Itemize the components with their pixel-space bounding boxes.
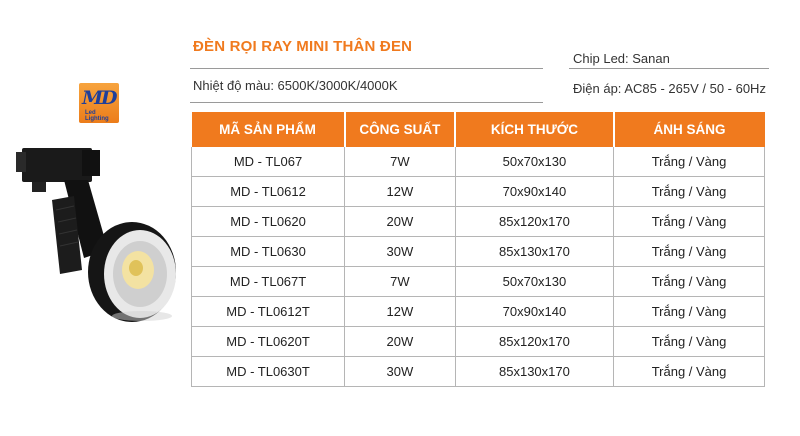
cell-dimensions: 85x120x170 [455, 327, 613, 357]
spec-table [191, 112, 765, 387]
cell-power: 30W [345, 237, 456, 267]
cell-dimensions: 70x90x140 [455, 177, 613, 207]
cell-power: 12W [345, 177, 456, 207]
column-header-dimensions: KÍCH THƯỚC [455, 112, 613, 147]
table-row [192, 147, 765, 177]
column-header-power: CÔNG SUẤT [345, 112, 456, 147]
cell-dimensions: 85x120x170 [455, 207, 613, 237]
cell-light-color: Trắng / Vàng [614, 237, 765, 267]
cell-product-code: MD - TL0612T [192, 297, 345, 327]
track-light-image [12, 140, 182, 340]
cell-power: 7W [345, 267, 456, 297]
column-header-light-color: ÁNH SÁNG [614, 112, 765, 147]
table-row [192, 207, 765, 237]
table-row [192, 267, 765, 297]
cell-product-code: MD - TL067T [192, 267, 345, 297]
cell-light-color: Trắng / Vàng [614, 207, 765, 237]
cell-product-code: MD - TL0620 [192, 207, 345, 237]
cell-power: 7W [345, 147, 456, 177]
logo-mark: MD [82, 87, 116, 109]
table-header-row [192, 112, 765, 147]
table-row [192, 177, 765, 207]
column-header-product-code: MÃ SẢN PHẨM [192, 112, 345, 147]
cell-light-color: Trắng / Vàng [614, 267, 765, 297]
table-row [192, 357, 765, 387]
cell-light-color: Trắng / Vàng [614, 297, 765, 327]
cell-product-code: MD - TL0630T [192, 357, 345, 387]
product-title: ĐÈN RỌI RAY MINI THÂN ĐEN [193, 38, 413, 55]
cell-dimensions: 85x130x170 [455, 237, 613, 267]
spec-underline [190, 102, 543, 103]
cell-dimensions: 50x70x130 [455, 147, 613, 177]
cell-product-code: MD - TL0620T [192, 327, 345, 357]
cell-light-color: Trắng / Vàng [614, 357, 765, 387]
table-row [192, 237, 765, 267]
cell-power: 20W [345, 207, 456, 237]
table-row [192, 297, 765, 327]
cell-light-color: Trắng / Vàng [614, 147, 765, 177]
cell-dimensions: 85x130x170 [455, 357, 613, 387]
voltage-spec: Điện áp: AC85 - 265V / 50 - 60Hz [573, 81, 766, 96]
cell-power: 20W [345, 327, 456, 357]
chip-spec: Chip Led: Sanan [573, 51, 670, 66]
cell-dimensions: 70x90x140 [455, 297, 613, 327]
title-underline [190, 68, 543, 69]
cell-product-code: MD - TL0612 [192, 177, 345, 207]
logo-tagline: Led Lighting [85, 110, 109, 122]
cell-product-code: MD - TL067 [192, 147, 345, 177]
brand-logo [79, 83, 119, 123]
table-row [192, 327, 765, 357]
color-temperature-spec: Nhiệt độ màu: 6500K/3000K/4000K [193, 78, 398, 93]
cell-power: 12W [345, 297, 456, 327]
cell-power: 30W [345, 357, 456, 387]
cell-product-code: MD - TL0630 [192, 237, 345, 267]
cell-dimensions: 50x70x130 [455, 267, 613, 297]
cell-light-color: Trắng / Vàng [614, 327, 765, 357]
cell-light-color: Trắng / Vàng [614, 177, 765, 207]
chip-underline [569, 68, 769, 69]
